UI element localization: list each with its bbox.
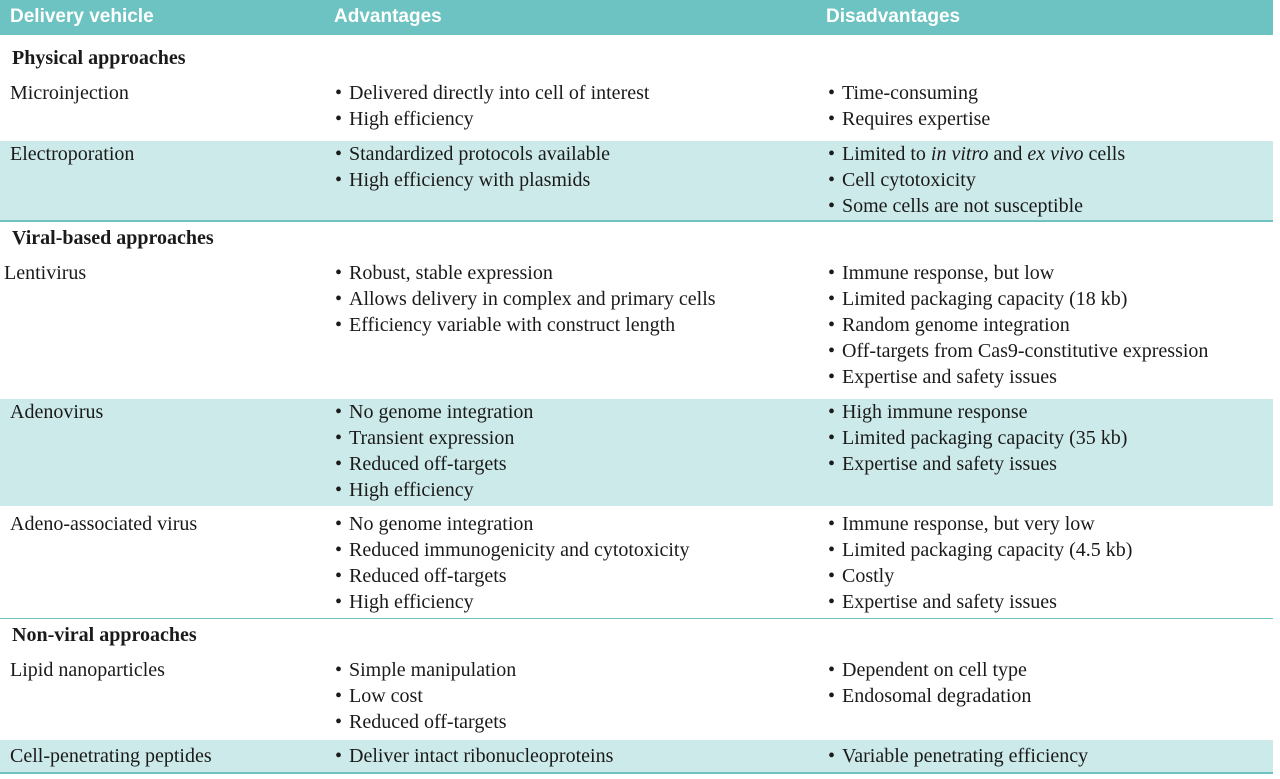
list-item: • Efficiency variable with construct length <box>335 314 676 336</box>
list-item: • Requires expertise <box>828 108 991 130</box>
advantages-list <box>335 80 649 132</box>
list-item: • No genome integration <box>335 513 534 535</box>
vehicle-name: Adenovirus <box>10 401 104 423</box>
advantages-list <box>335 141 610 193</box>
list-item: • Standardized protocols available <box>335 143 611 165</box>
section-viral-approaches: Viral-based approaches <box>12 227 214 249</box>
table-row <box>0 80 1273 140</box>
vehicle-name: Cell-penetrating peptides <box>10 745 212 767</box>
table-row <box>0 511 1273 623</box>
list-item: • Delivered directly into cell of interest <box>335 82 650 104</box>
list-item: • High efficiency <box>335 591 474 613</box>
list-item: • Robust, stable expression <box>335 262 553 284</box>
list-item: • Reduced off-targets <box>335 453 507 475</box>
list-item: • High efficiency <box>335 479 474 501</box>
section-nonviral-approaches: Non-viral approaches <box>12 624 197 646</box>
table-row <box>0 657 1273 737</box>
table-row <box>0 260 1273 399</box>
list-item: • Immune response, but very low <box>828 513 1095 535</box>
list-item: • Variable penetrating efficiency <box>828 745 1089 767</box>
advantages-list <box>335 657 516 735</box>
section-divider <box>0 220 1273 222</box>
list-item: • Low cost <box>335 685 423 707</box>
vehicle-name: Lipid nanoparticles <box>10 659 165 681</box>
list-item: • Off-targets from Cas9-constitutive expression <box>828 340 1209 362</box>
list-item: • Expertise and safety issues <box>828 366 1057 388</box>
advantages-list <box>335 399 533 503</box>
list-item: • High efficiency <box>335 108 474 130</box>
list-item: • Some cells are not susceptible <box>828 195 1084 217</box>
header-advantages: Advantages <box>334 6 442 27</box>
list-item: • Deliver intact ribonucleoproteins <box>335 745 614 767</box>
disadvantages-list <box>828 141 1125 219</box>
list-item: • Simple manipulation <box>335 659 517 681</box>
advantages-list <box>335 743 613 769</box>
table-header <box>0 0 1273 35</box>
header-delivery-vehicle: Delivery vehicle <box>10 6 154 27</box>
list-item: • Reduced off-targets <box>335 711 507 733</box>
list-item: • High immune response <box>828 401 1028 423</box>
list-item: • Costly <box>828 565 895 587</box>
vehicle-name: Adeno-associated virus <box>10 513 198 535</box>
list-item: • Random genome integration <box>828 314 1070 336</box>
vehicle-name: Lentivirus <box>4 262 87 284</box>
disadvantages-list <box>828 399 1127 477</box>
list-item: • Limited to in vitro and ex vivo cells <box>828 143 1126 165</box>
table-row <box>0 141 1273 220</box>
disadvantages-list <box>828 260 1208 390</box>
list-item: • Immune response, but low <box>828 262 1055 284</box>
list-item: • Expertise and safety issues <box>828 591 1057 613</box>
list-item: • Dependent on cell type <box>828 659 1027 681</box>
section-divider <box>0 618 1273 619</box>
vehicle-name: Microinjection <box>10 82 129 104</box>
list-item: • Endosomal degradation <box>828 685 1032 707</box>
disadvantages-list <box>828 657 1031 709</box>
list-item: • Reduced immunogenicity and cytotoxicity <box>335 539 690 561</box>
list-item: • Transient expression <box>335 427 515 449</box>
vehicle-name: Electroporation <box>10 143 135 165</box>
list-item: • Allows delivery in complex and primary cells <box>335 288 716 310</box>
header-disadvantages: Disadvantages <box>826 6 961 27</box>
disadvantages-list <box>828 511 1132 615</box>
table-bottom-rule <box>0 772 1273 774</box>
table-row <box>0 740 1273 772</box>
disadvantages-list <box>828 80 990 132</box>
disadvantages-list <box>828 743 1088 769</box>
list-item: • Time-consuming <box>828 82 978 104</box>
list-item: • Limited packaging capacity (35 kb) <box>828 427 1128 449</box>
advantages-list <box>335 260 716 338</box>
list-item: • No genome integration <box>335 401 534 423</box>
list-item: • Limited packaging capacity (4.5 kb) <box>828 539 1133 561</box>
list-item: • High efficiency with plasmids <box>335 169 591 191</box>
table-row <box>0 399 1273 506</box>
list-item: • Expertise and safety issues <box>828 453 1057 475</box>
list-item: • Reduced off-targets <box>335 565 507 587</box>
list-item: • Limited packaging capacity (18 kb) <box>828 288 1128 310</box>
list-item: • Cell cytotoxicity <box>828 169 976 191</box>
advantages-list <box>335 511 689 615</box>
section-physical-approaches: Physical approaches <box>12 47 186 69</box>
